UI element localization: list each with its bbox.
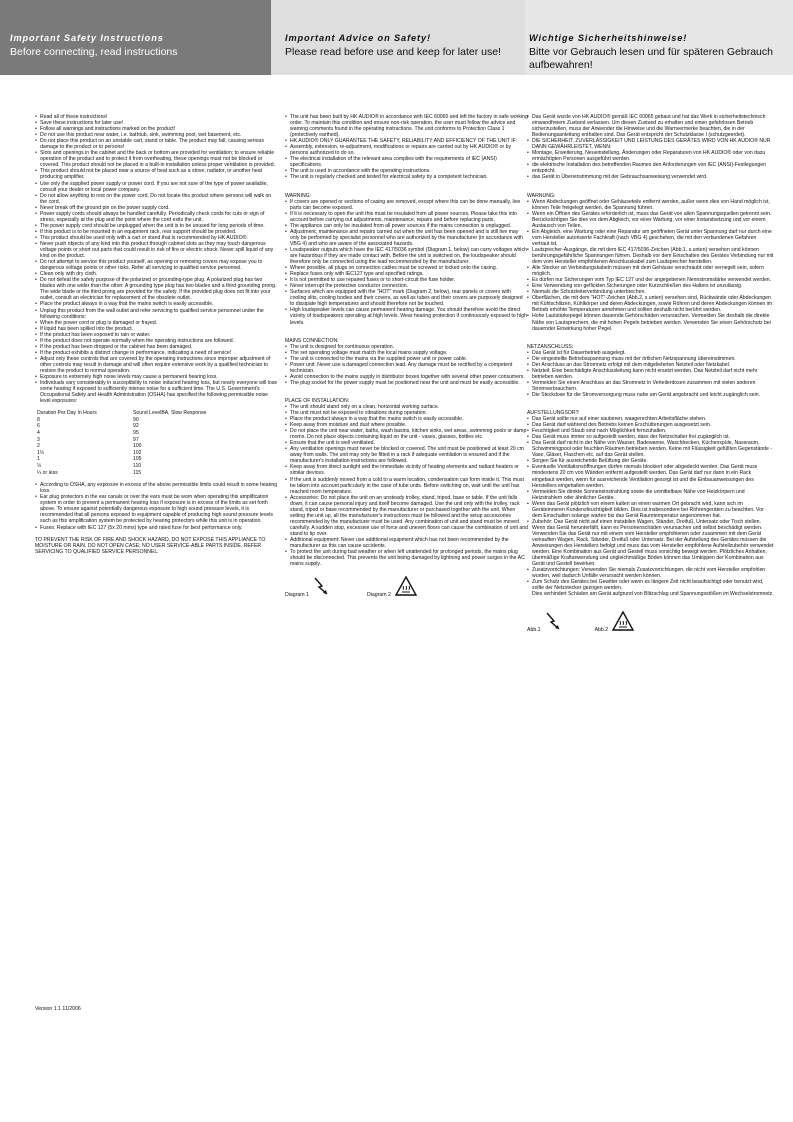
table-cell-level: 92 [133,423,139,430]
warning-caps-text: TO PREVENT THE RISK OF FIRE AND SHOCK HAZARD, DO NOT EXPOSE THIS APPLIANCE TO MOISTURE OR RAIN. DO NOT OPEN CASE; NO USER SERVICE-ABLE PARTS INSIDE. REFER SERVICING TO QUALIFIED SERVICE PERSONNEL. [35,536,266,555]
list-item: • Adjust only these controls that are covered by the operating instructions since improper adjustment of other controls may result in damage and will often require extensive work by a qualified technician to restore the product to normal operation. [35,356,278,374]
guarantee-list [285,114,528,181]
list-item: • Never interrupt the protective conductor connection. [285,283,528,289]
list-item: • Follow all warnings and instructions marked on the product! [35,126,278,132]
list-item: • The unit is regularly checked and tested for electrical safety by a competent technician. [285,174,528,180]
list-item: • das Gerät in Übereinstimmung mit der Gebrauchsanweisung verwendet wird. [527,174,775,180]
diagram-2-label: Diagram 2 [366,592,391,599]
list-item: • Unplug this product from the wall outlet and refer servicing to qualified service personnel under the following conditions: [35,308,278,320]
list-item: • When the power cord or plug is damaged or frayed. [35,320,278,326]
table-cell-duration: ½ [37,463,42,469]
list-item: • Save these instructions for later use! [35,120,278,126]
instruction-list [35,114,278,404]
table-cell-duration: 1 [37,456,40,463]
table-cell-duration: 6 [37,423,40,430]
list-item: • Where possible, all plugs on connection cables must be screwed or locked onto the casing. [285,265,528,271]
list-item: • Do not place this product on an unstable cart, stand or table. The product may fall, causing serious damage to the product or to persons! [35,138,278,150]
list-item: • The electrical installation of the relevant area complies with the requirements of IEC (ANSI) specifications. [285,156,528,168]
table-header-row [37,410,206,417]
table-row [37,417,206,424]
table-cell-level: 110 [133,463,142,469]
list-item: • Keep away from moisture and dust where possible. [285,422,528,428]
list-item: • Do not defeat the safety purpose of the polarized or grounding-type plug. A polarized plug has two blades with one wider than the other. A grounding type plug has two blades and a third grounding prong. The wide blade or the third prong are provided for the safety. If the provided plug does not fit into your outlet, consult an electrician for replacement of the obsolete outlet. [35,277,278,301]
list-item: • Assembly, extension, re-adjustment, modifications or repairs are carried out by HK AUDIO® or by persons authorized to do so. [285,144,528,156]
list-item: • Do not use this product near water, i.e. bathtub, sink, swimming pool, wet basement, etc. [35,132,278,138]
list-item: • Lautsprecher-Ausgänge, die mit dem IEC 417/5036-Zeichen (Abb.1, s.unten) versehen sind können berührungsgefährliche Spannungen führen. Deshalb vor dem Einschalten des Gerätes Verbindung nur mit dem vom Hersteller empfohlenen Anschlusskabel zum Lautsprecher herstellen. [527,247,775,265]
table-row [37,423,206,430]
tail-text: Dies verhindert Schäden am Gerät aufgrund von Blitzschlag und Spannungsstößen im Wechselstromnetz. [532,591,774,598]
list-item: • If it is necessary to open the unit this must be insulated from all power sources. Please take this into account before carrying out adjustments, maintenance, repairs and before replacing parts. [285,211,528,223]
table-row [37,430,206,437]
place-heading: PLACE OF INSTALLATION: [285,397,350,404]
list-item: • Fuses: Replace with IEC 127 (5x 20 mms) type and rated fuse for best performance only. [35,525,278,531]
gewaehrleistung-list [527,114,775,181]
column-safety-advice [285,114,528,598]
version-label: Version 1.1 11/2006 [35,1006,81,1012]
lightning-bolt-icon [545,611,561,633]
list-item: • The unit is connected to the mains via the supplied power unit or power cable. [285,356,528,362]
list-item: • The unit should stand only on a clean, horizontal working surface. [285,404,528,410]
header-subtitle-english: Before connecting, read instructions [10,46,178,58]
list-item: • Never break off the ground pin on the power supply cord. [35,205,278,211]
lightning-bolt-icon [313,576,329,598]
list-item: • The power supply cord should be unplugged when the unit is to be unused for long periods of time. [35,223,278,229]
list-item: • Feuchtigkeit und Staub sind nach Möglichkeit fernzuhalten. [527,428,775,434]
list-item: • It is not permitted to use repaired fuses or to short-circuit the fuse holder. [285,277,528,283]
list-item: • Keep away from direct sunlight and the immediate vicinity of heating elements and radiant heaters or similar devices. [285,464,528,476]
list-item: • Wenn das Gerät plötzlich von einem kalten an einen warmen Ort gebracht wird, kann sich im Geräteinneren Kondensfeuchtigkeit bilden. Dies ist insbesondere bei Röhrengeräten zu beachten. Vor dem Einschalten solange warten bis das Gerät Raumtemperatur angenommen hat. [527,501,775,519]
list-item: • This product should be used only with a cart or stand that is recommended by HK AUDIO®. [35,235,278,241]
list-item: • Read all of these instructions! [35,114,278,120]
list-item: • Netzteil: Eine beschädigte Anschlussleitung kann nicht ersetzt werden. Das Netzteil darf nicht mehr betrieben werden. [527,368,775,380]
list-item: • The unit must not be exposed to vibrations during operation. [285,410,528,416]
list-item: • The unit is used in accordance with the operating instructions. [285,168,528,174]
table-cell-duration: 1½ [37,449,45,456]
list-item: • HK AUDIO® ONLY GUARANTEE THE SAFETY, RELIABILITY AND EFFICIENCY OF THE UNIT IF: [285,138,528,144]
list-item: • Place the product always in a way that the mains switch is easily accessible. [35,301,278,307]
list-item: • Es dürfen nur Sicherungen vom Typ IEC 127 und der angegebenen Nennstromstärke verwendet werden. [527,277,775,283]
hearing-list [35,482,278,530]
list-item: • If this product is to be mounted in an equipment rack, rear support should be provided. [35,229,278,235]
list-item: • Do not allow anything to rest on the power cord. Do not locate this product where persons will walk on the cord. [35,193,278,205]
list-item: • Ear plug protectors in the ear canals or over the ears must be worn when operating this amplification system in order to prevent a permanent hearing loss if exposure is in excess of the limits as set forth above. To ensure against potentially dangerous exposure to high sound pressure levels, it is recommended that all persons exposed to equipment capable of producing high sound pressure levels such as this amplification system be protected by hearing protectors while this unit is in operation. [35,494,278,524]
list-item: • If liquid has been spilled into the product. [35,326,278,332]
warning-list [285,199,528,326]
list-item: • Zubehör: Das Gerät nicht auf einen instabilen Wagen, Ständer, Dreifuß, Untersatz oder Tisch stellen. Wenn das Gerät herunterfällt, kann es Personenschäden verursachen und selbst beschädigt werden. Verwenden Sie das Gerät nur mit einem vom Hersteller empfohlenen oder zusammen mit dem Gerät verkauften Wagen, Rack, Ständer, Dreifuß oder Untersatz. Bei der Aufstellung des Gerätes müssen die Anweisungen des Herstellers befolgt und muss das vom Hersteller empfohlene Aufstellzubehör verwendet werden. Eine Kombination aus Gerät und Gestell muss vorsichtig bewegt werden. Plötzliches Anhalten, übermäßige Kraftanwendung und ungleichmäßige Böden können das Umkippen der Kombination aus Gerät und Gestell bewirken. [527,519,775,567]
list-item: • If covers are opened or sections of casing are removed, except where this can be done manually, live parts can become exposed. [285,199,528,211]
list-item: • Clean only with dry cloth. [35,271,278,277]
header-subtitle-german: Bitte vor Gebrauch lesen und für späteren Gebrauch aufbewahren! [529,46,773,71]
diagram-row [285,576,528,598]
list-item: • Das Gerät muss immer so aufgestellt werden, dass der Netzschalter frei zugänglich ist. [527,434,775,440]
list-item: • Oberflächen, die mit dem "HOT"-Zeichen (Abb.2, s.unten) versehen sind, Rückwände oder Abdeckungen mit Kühlschlitzen, Kühlkörper und deren Abdeckungen, sowie Röhren und deren Abdeckungen können im Betrieb erhöhte Temperaturen annehmen und sollten deshalb nicht berührt werden. [527,295,775,313]
list-item: • Das Gerät sollte nur auf einer sauberen, waagerechten Arbeitsfläche stehen. [527,416,775,422]
table-row [37,470,206,477]
table-cell-level: 115 [133,469,142,476]
list-item: • Place the product always in a way that the mains switch is easily accessible. [285,416,528,422]
place-list [285,404,528,567]
list-item: • According to OSHA, any exposure in excess of the above permissible limits could result in some hearing loss. [35,482,278,494]
table-cell-duration: 4 [37,430,40,437]
header-german [525,0,793,75]
header-subtitle-advice: Please read before use and keep for later use! [285,46,501,58]
header-advice [271,0,525,75]
diagram-1-label: Diagram 1 [285,592,309,599]
list-item: • Never push objects of any kind into this product through cabinet slots as they may touch dangerous voltage points or short out parts that could result in risk of fire or electric shock. Never spill liquid of any kind on the product. [35,241,278,259]
table-cell-duration: 2 [37,443,40,450]
table-row [37,456,206,463]
hot-surface-icon [612,611,634,633]
list-item: • Eine Verwendung von geflickten Sicherungen oder Kurzschließen des Halters ist unzulässig. [527,283,775,289]
list-item: • Replace fuses only with IEC127 type and specified ratings. [285,271,528,277]
list-item: • Avoid connection to the mains supply in distributor boxes together with several other power consumers. [285,374,528,380]
warning-heading: WARNING: [285,192,312,199]
list-item: • Power supply cords should always be handled carefully. Periodically check cords for cuts or sign of stress, especially at the plug and the point where the cord exits the unit. [35,211,278,223]
table-header-level: Sound LevelBA, Slow Response [133,410,207,417]
table-cell-level: 100 [133,443,142,450]
header-title-german: Wichtige Sicherheitshinweise! [529,33,688,43]
list-item: • Additional equipment: Never use additional equipment which has not been recommended by the manufacturer as this can cause accidents. [285,537,528,549]
list-item: • Any ventilation openings must never be blocked or covered. The unit must be positioned at least 20 cm away from walls. The unit may only be fitted in a rack if adequate ventilation is ensured and if the manufacturer's installation instructions are followed. [285,446,528,464]
hot-surface-icon [395,576,417,598]
list-item: • Vermeiden Sie einen Anschluss an das Stromnetz in Verteilerdosen zusammen mit vielen anderen Stromverbrauchern. [527,380,775,392]
table-header-duration: Duration Per Day In Hours [37,410,97,417]
table-cell-level: 97 [133,436,139,443]
list-item: • Ensure that the unit is well ventilated. [285,440,528,446]
netzanschluss-heading: NETZANSCHLUSS: [527,343,574,350]
list-item: • Niemals die Schutzleiterverbindung unterbrechen. [527,289,775,295]
list-item: • Loudspeaker outputs which have the IEC 417/5036 symbol (Diagram 1, below) can carry voltages which are hazardous if they are made contact with. Before the unit is switched on, the loudspeaker should therefore only be connected using the lead recommended by the manufacturer. [285,247,528,265]
table-row [37,450,206,457]
list-item: • DIE SICHERHEIT, ZUVERLÄSSIGKEIT UND LEISTUNG DES GERÄTES WIRD VON HK AUDIO® NUR DANN GEWÄHRLEISTET, WENN: [527,138,775,150]
table-cell-level: 102 [133,449,142,456]
list-item: • Das Gerät darf während des Betriebs keinen Erschütterungen ausgesetzt sein. [527,422,775,428]
list-item: • die elektrische Installation des betreffenden Raumes den Anforderungen von IEC (ANSI)-Festlegungen entspricht. [527,162,775,174]
list-item: • This product should not be placed near a source of heat such as a stove, radiator, or another heat producing amplifier. [35,168,278,180]
list-item: • Der Anschluss an das Stromnetz erfolgt mit dem mitgelieferten Netzteil oder Netzkabel. [527,362,775,368]
list-item: • Das Gerät wurde von HK AUDIO® gemäß IEC 60065 gebaut und hat das Werk in sicherheitstechnisch einwandfreiem Zustand verlassen. Um diesen Zustand zu erhalten und einen gefahrlosen Betrieb sicherzustellen, muss der Anwender die Hinweise und die Warnvermerke beachten, die in der Bedienungsanleitung enthalten sind. Das Gerät entspricht der Schutzklasse I (schutzgeerdet). [527,114,775,138]
list-item: • High loudspeaker levels can cause permanent hearing damage. You should therefore avoid the direct vicinity of loudspeakers operating at high levels. Wear hearing protection if continuously exposed to high levels. [285,307,528,325]
column-sicherheitshinweise [527,114,775,634]
list-item: • Slots and openings in the cabinet and the back or bottom are provided for ventilation; to ensure reliable operation of the product and to protect it from overheating, these openings must not be blocked or covered. This product should not be placed in a built-in installation unless proper ventilation is provided. [35,150,278,168]
warnung-heading: WARNUNG: [527,192,556,199]
list-item: • Ein Abgleich, eine Wartung oder eine Reparatur am geöffneten Gerät unter Spannung darf nur durch eine vom Hersteller autorisierte Fachkraft (nach VBG 4) geschehen, die mit den verbundenen Gefahren vertraut ist. [527,229,775,247]
list-item: • Use only the supplied power supply or power cord. If you are not sure of the type of power available, consult your dealer or local power company. [35,181,278,193]
table-cell-duration: 3 [37,436,40,443]
list-item: • Sorgen Sie für ausreichende Belüftung der Geräte. [527,458,775,464]
list-item: • The plug socket for the power supply must be positioned near the unit and must be easily accessible. [285,380,528,386]
list-item: • Zusatzvorrichtungen: Verwenden Sie niemals Zusatzvorrichtungen, die nicht vom Hersteller empfohlen wurden, weil dadurch Unfälle verursacht werden können. [527,567,775,579]
list-item: • Alle Stecker an Verbindungskabeln müssen mit dem Gehäuse verschraubt oder verriegelt sein, sofern möglich. [527,265,775,277]
list-item: • Do not attempt to service this product yourself, as opening or removing covers may expose you to dangerous voltage points or other risks. Refer all servicing to qualified service personnel. [35,259,278,271]
list-item: • Montage, Erweiterung, Neueinstellung, Änderungen oder Reparaturen von HK AUDIO® oder von dazu ermächtigten Personen ausgeführt werden. [527,150,775,162]
aufstellungsort-heading: AUFSTELLUNGSORT: [527,410,580,417]
list-item: • Exposure to extremely high noise levels may cause a permanent hearing loss. [35,374,278,380]
list-item: • If the product does not operate normally when the operating instructions are followed. [35,338,278,344]
mains-heading: MAINS CONNECTION: [285,337,339,344]
netzanschluss-list [527,350,775,398]
list-item: • Surfaces which are equipped with the "HOT" mark (Diagram 2, below), rear panels or covers with cooling slits, cooling bodies and their covers, as well as tubes and their covers are purposely designed to dissipate high temperatures and should therefore not be touched. [285,289,528,307]
list-item: • Adjustment, maintenance and repairs carried out when the unit has been opened and is still live may only be performed by specialist personnel who are authorized by the manufacturer (in accordance with VBG 4) and who are aware of the associated hazards. [285,229,528,247]
list-item: • To protect the unit during bad weather or when left unattended for prolonged periods, the mains plug should be disconnected. This prevents the unit being damaged by lightning and power surges in the AC mains supply. [285,549,528,567]
header-title-advice: Important Advice on Safety! [285,33,431,43]
header-english [0,0,271,75]
list-item: • If the product has been exposed to rain or water. [35,332,278,338]
list-item: • Zum Schutz des Gerätes bei Gewitter oder wenn es längere Zeit nicht beaufsichtigt oder benutzt wird, sollte der Netzstecker gezogen werden. [527,579,775,591]
list-item: • Individuals vary considerably in susceptibility to noise induced hearing loss, but nearly everyone will lose some hearing if exposed to sufficiently intense noise for a sufficient time. The U.S. Government's Occupational Safety and Health Administration (OSHA) has specified the following permissible noise level exposures: [35,380,278,404]
list-item: • The set operating voltage must match the local mains supply voltage. [285,350,528,356]
list-item: • Eventuelle Ventilationsöffnungen dürfen niemals blockiert oder abgedeckt werden. Das Gerät muss mindestens 20 cm von Wänden entfernt aufgestellt werden. Das Gerät darf nur dann in ein Rack eingebaut werden, wenn für ausreichende Ventilation gesorgt ist und die Einbauanweisungen des Herstellers eingehalten werden. [527,464,775,488]
list-item: • Die eingestellte Betriebsspannung muss mit der örtlichen Netzspannung übereinstimmen. [527,356,775,362]
table-cell-level: 105 [133,456,142,463]
header-title-english: Important Safety Instructions [10,33,164,43]
table-cell-level: 95 [133,430,139,437]
column-safety-instructions [35,114,278,555]
list-item: • Power unit: Never use a damaged connection lead. Any damage must be rectified by a competent technician. [285,362,528,374]
table-row [37,443,206,450]
abb-1-label: Abb.1 [527,627,541,634]
list-item: • Das Gerät darf nicht in der Nähe von Wasser, Badewanne, Waschbecken, Küchenspüle, Nassraum, Schwimmingpool oder feuchten Räumen betrieben werden. Keine mit Flüssigkeit gefüllten Gegenstände -Vase, Gläser, Flaschen etc. auf das Gerät stellen. [527,440,775,458]
list-item: • Wenn Abdeckungen geöffnet oder Gehäuseteile entfernt werden, außer wenn dies von Hand möglich ist, können Teile freigelegt werden, die Spannung führen. [527,199,775,211]
list-item: • Accessories: Do not place the unit on an unsteady trolley, stand, tripod, base or table. If the unit falls down, it can cause personal injury and itself become damaged. Use the unit only with the trolley, rack stand, tripod or base recommended by the manufacturer or purchased together with the unit. When setting the unit up, all the manufacturer's instructions must be followed and the setup accessories recommended by the manufacturer must be used. Any combination of unit and stand must be moved carefully. A sudden stop, excessive use of force and uneven floors can cause the combination of unit and stand to tip over. [285,495,528,537]
list-item: • Wenn ein Öffnen des Gerätes erforderlich ist, muss das Gerät von allen Spannungsquellen getrennt sein. Berücksichtigen Sie dies vor dem Abgleich, vor einer Wartung, vor einer Instandsetzung und vor einem Austausch von Teilen. [527,211,775,229]
abb-2-label: Abb.2 [594,627,609,634]
list-item: • The appliance can only be insulated from all power sources if the mains connection is unplugged. [285,223,528,229]
list-item: • Vermeiden Sie direkte Sonneneinstrahlung sowie die unmittelbare Nähe von Heizkörpern und Heizstrahlern oder ähnlicher Geräte. [527,489,775,501]
table-cell-duration: ¼ or less [37,469,58,476]
list-item: • The unit is designed for continuous operation. [285,344,528,350]
list-item: • Das Gerät ist für Dauerbetrieb ausgelegt. [527,350,775,356]
list-item: • Die Steckdose für die Stromversorgung muss nahe am Gerät angebracht und leicht zugänglich sein. [527,392,775,398]
mains-list [285,344,528,386]
list-item: • The unit has been built by HK AUDIO® in accordance with IEC 60065 and left the factory in safe working order. To maintain this condition and ensure non-risk operation, the user must follow the advice and warning comments found in the operating instructions. The unit conforms to Protection Class 1 (protectively earthed). [285,114,528,138]
noise-exposure-table [37,410,206,476]
list-item: • If the product has been dropped or the cabinet has been damaged. [35,344,278,350]
warnung-list [527,199,775,332]
table-cell-duration: 8 [37,416,40,423]
list-item: • Hohe Lautstärkepegel können dauernde Gehörschäden verursachen. Vermeiden Sie deshalb die direkte Nähe von Lautsprechern, die mit hohen Pegeln betrieben werden. Verwenden Sie einen Gehörschutz bei dauernder Einwirkung hoher Pegel. [527,313,775,331]
aufstellungsort-list [527,416,775,591]
header-bar [0,0,793,75]
table-row [37,463,206,470]
abb-row [527,611,775,633]
table-row [37,437,206,444]
list-item: • Do not place the unit near water, baths, wash basins, kitchen sinks, wet areas, swimming pools or damp rooms. Do not place objects containing liquid on the unit - vases, glasses, bottles etc. [285,428,528,440]
list-item: • If the product exhibits a distinct change in performance, indicating a need of service! [35,350,278,356]
table-cell-level: 90 [133,416,139,423]
list-item: • If the unit is suddenly moved from a cold to a warm location, condensation can form inside it. This must be taken into account particularly in the case of tube units. Before switching on, wait until the unit has reached room temperature. [285,477,528,495]
